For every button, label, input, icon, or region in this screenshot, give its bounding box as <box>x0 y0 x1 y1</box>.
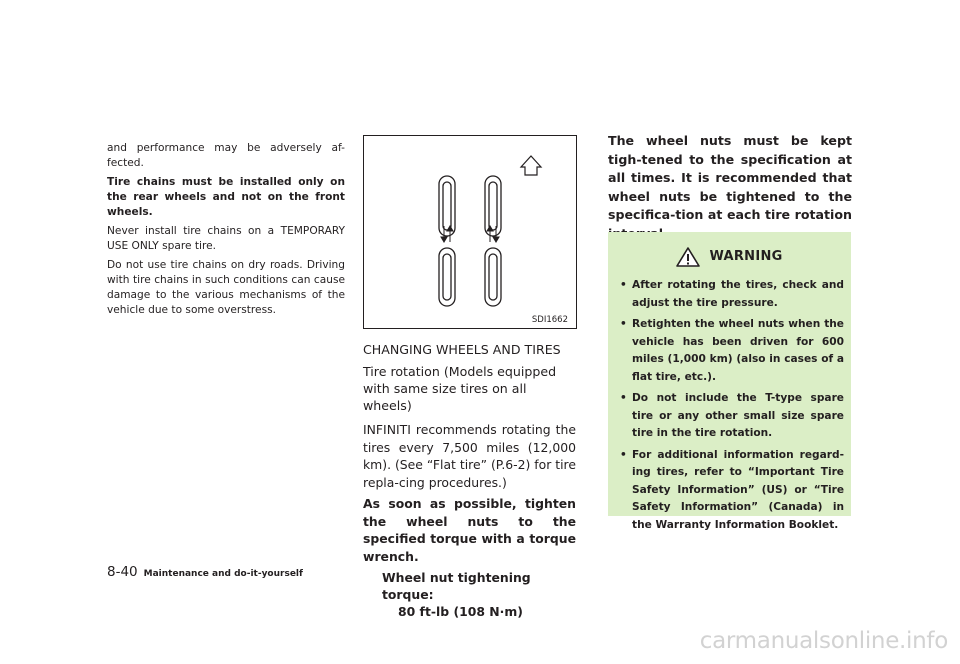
list-item: • After rotating the tires, check and adjust the tire pressure. <box>620 279 844 309</box>
paragraph-bold: Tire chains must be installed only on the rear wheels and not on the front wheels. <box>107 176 345 218</box>
section-heading: CHANGING WHEELS AND TIRES <box>363 342 561 357</box>
front-arrow-icon <box>521 156 541 175</box>
list-item: • Retighten the wheel nuts when the vehicle has been driven for 600 miles (1,000 km) (also in cases of a flat tire, etc.). <box>620 318 844 383</box>
warning-item-text: Retighten the wheel nuts when the vehicle has been driven for 600 miles (1,000 km) (also in cases of a flat tire, etc.). <box>632 318 844 383</box>
watermark: carmanualsonline.info <box>699 628 948 654</box>
warning-list <box>620 277 844 538</box>
page-number: 8-40 <box>107 564 138 580</box>
lead-paragraph: The wheel nuts must be kept tigh-tened to the specification at all times. It is recommended that wheel nuts be tightened to the specifica-tion at each tire rotation <box>608 133 852 222</box>
page-footer <box>107 561 303 580</box>
paragraph: INFINITI recommends rotating the tires every 7,500 miles (12,000 km). (See “Flat tire” (P.6-2) for tire repla-cing procedures.) <box>363 422 576 490</box>
tire-icon <box>439 176 455 236</box>
warning-header <box>608 246 851 267</box>
footer-section-title: Maintenance and do-it-yourself <box>143 569 303 579</box>
figure-code: SDI1662 <box>531 315 568 325</box>
warning-item-text: For additional information regard-ing tires, refer to “Important Tire Safety Information” (US) or “Tire Safety Information” (Canada) in the Warranty Information Booklet. <box>632 448 844 531</box>
warning-triangle-icon <box>676 247 700 267</box>
tire-icon <box>485 248 501 306</box>
list-item: • For additional information regard-ing tires, refer to “Important Tire Safety Information” (US) or “Tire Safety Information” (Canada) in the Warranty Information Booklet. <box>620 448 844 531</box>
spec-value: 80 ft-lb (108 N·m) <box>398 604 523 619</box>
tire-rotation-diagram <box>364 136 576 328</box>
subheading: Tire rotation (Models equipped with same size tires on all wheels) <box>363 364 557 413</box>
paragraph: and performance may be adversely af-fected. <box>107 142 345 169</box>
swap-arrows-icon <box>441 226 453 242</box>
tire-icon <box>485 176 501 236</box>
spec-label: Wheel nut tightening torque: <box>382 570 531 602</box>
left-column <box>107 141 345 322</box>
swap-arrows-icon <box>487 226 499 242</box>
list-item: • Do not include the T-type spare tire or any other small size spare tire in the tire rotation. <box>620 392 844 439</box>
paragraph-bold: As soon as possible, tighten the wheel nuts to the specified torque with a torque wrench. <box>363 496 576 564</box>
warning-item-text: Do not include the T-type spare tire or any other small size spare tire in the tire rotation. <box>632 392 844 439</box>
warning-title: WARNING <box>709 249 783 264</box>
paragraph: Never install tire chains on a TEMPORARY USE ONLY spare tire. <box>107 225 345 252</box>
tire-rotation-figure <box>363 135 577 329</box>
paragraph: Do not use tire chains on dry roads. Driving with tire chains in such conditions can cause damage to the various mechanisms of the vehicle due to some overstress. <box>107 259 345 316</box>
warning-item-text: After rotating the tires, check and adjust the tire pressure. <box>632 279 844 309</box>
tire-icon <box>439 248 455 306</box>
warning-box <box>608 232 851 531</box>
middle-column <box>363 341 576 620</box>
